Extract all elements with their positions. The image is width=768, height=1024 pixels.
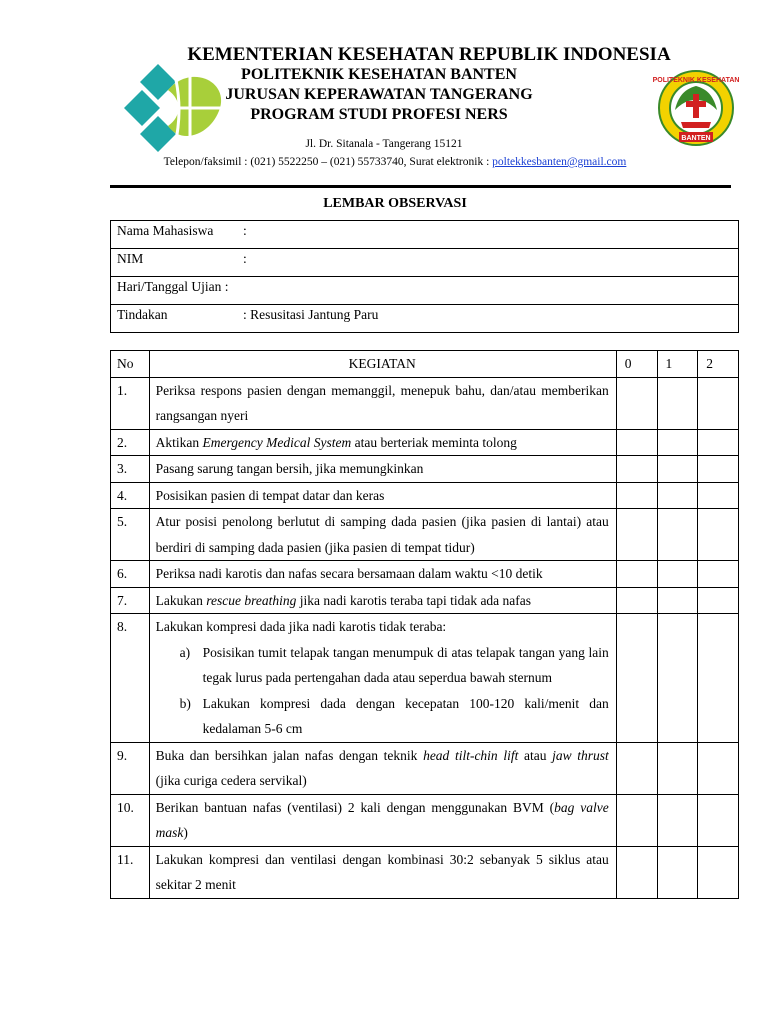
row-activity: Lakukan kompresi dan ventilasi dengan kombinasi 30:2 sebanyak 5 siklus atau sekitar 2 menit (149, 846, 616, 898)
row-activity: Periksa nadi karotis dan nafas secara bersamaan dalam waktu <10 detik (149, 561, 616, 588)
table-row (111, 377, 739, 429)
score-cell-1[interactable] (657, 794, 698, 846)
score-cell-2[interactable] (698, 587, 739, 614)
program-title: PROGRAM STUDI PROFESI NERS (250, 106, 508, 123)
header-activity: KEGIATAN (149, 351, 616, 378)
info-sep: : (243, 307, 247, 322)
row-number: 2. (111, 429, 150, 456)
info-label: NIM (117, 251, 144, 266)
info-value: Resusitasi Jantung Paru (250, 307, 379, 322)
header-score-2: 2 (698, 351, 739, 378)
department-title: JURUSAN KEPERAWATAN TANGERANG (225, 86, 533, 103)
row-activity: Buka dan bersihkan jalan nafas dengan teknik head tilt-chin lift atau jaw thrust (jika curiga cedera servikal) (149, 742, 616, 794)
row-activity: Berikan bantuan nafas (ventilasi) 2 kali dengan menggunakan BVM (bag valve mask) (149, 794, 616, 846)
row-activity: Posisikan pasien di tempat datar dan keras (149, 482, 616, 509)
score-cell-0[interactable] (616, 742, 657, 794)
score-cell-1[interactable] (657, 742, 698, 794)
header-no: No (111, 351, 150, 378)
sub-item-a: a) Posisikan tumit telapak tangan menumpuk di atas telapak tangan yang lain tegak lurus pada pertengahan dada atau seperdua bawah sternum (179, 644, 609, 685)
table-row (111, 587, 739, 614)
score-cell-2[interactable] (698, 429, 739, 456)
header-score-1: 1 (657, 351, 698, 378)
score-cell-0[interactable] (616, 429, 657, 456)
row-number: 3. (111, 456, 150, 483)
table-row (111, 482, 739, 509)
score-cell-0[interactable] (616, 846, 657, 898)
row-activity (149, 614, 616, 743)
contact-line (0, 156, 768, 168)
info-row-action (111, 305, 739, 333)
score-cell-1[interactable] (657, 587, 698, 614)
score-cell-1[interactable] (657, 482, 698, 509)
score-cell-2[interactable] (698, 482, 739, 509)
ministry-title: KEMENTERIAN KESEHATAN REPUBLIK INDONESIA (187, 44, 671, 65)
header-score-0: 0 (616, 351, 657, 378)
row-number: 1. (111, 377, 150, 429)
score-cell-2[interactable] (698, 846, 739, 898)
row-activity-intro: Lakukan kompresi dada jika nadi karotis tidak teraba: (155, 619, 447, 634)
score-cell-1[interactable] (657, 561, 698, 588)
row-number: 8. (111, 614, 150, 743)
table-row (111, 614, 739, 743)
score-cell-0[interactable] (616, 614, 657, 743)
seal-text-bottom: BANTEN (681, 135, 711, 142)
score-cell-0[interactable] (616, 509, 657, 561)
score-cell-1[interactable] (657, 614, 698, 743)
score-cell-0[interactable] (616, 561, 657, 588)
score-cell-2[interactable] (698, 614, 739, 743)
table-row (111, 742, 739, 794)
student-info-table (110, 220, 739, 333)
contact-prefix: Telepon/faksimil : (021) 5522250 – (021) 55733740, Surat elektronik : (163, 156, 493, 168)
row-number: 7. (111, 587, 150, 614)
info-row-nim (111, 249, 739, 277)
table-row (111, 509, 739, 561)
address-line: Jl. Dr. Sitanala - Tangerang 15121 (305, 138, 463, 150)
row-number: 11. (111, 846, 150, 898)
score-cell-0[interactable] (616, 482, 657, 509)
info-label: Hari/Tanggal Ujian (117, 279, 222, 294)
score-cell-0[interactable] (616, 587, 657, 614)
email-link[interactable]: poltekkesbanten@gmail.com (492, 156, 627, 168)
row-activity: Atur posisi penolong berlutut di samping dada pasien (jika pasien di lantai) atau berdiri di samping dada pasien (jika pasien di tempat tidur) (149, 509, 616, 561)
score-cell-0[interactable] (616, 794, 657, 846)
header-divider (110, 185, 731, 188)
table-row (111, 561, 739, 588)
score-cell-0[interactable] (616, 456, 657, 483)
table-row (111, 456, 739, 483)
document-title: LEMBAR OBSERVASI (323, 196, 467, 211)
row-number: 5. (111, 509, 150, 561)
sub-item-b: b) Lakukan kompresi dada dengan kecepatan 100-120 kali/menit dan kedalaman 5-6 cm (179, 695, 609, 736)
info-label: Nama Mahasiswa (117, 223, 214, 238)
info-label: Tindakan (117, 307, 168, 322)
info-sep: : (224, 279, 229, 294)
info-row-date (111, 277, 739, 305)
row-activity: Periksa respons pasien dengan memanggil, menepuk bahu, dan/atau memberikan rangsangan nyeri (149, 377, 616, 429)
table-row (111, 794, 739, 846)
info-row-name (111, 221, 739, 249)
row-number: 9. (111, 742, 150, 794)
info-sep: : (243, 251, 247, 266)
score-cell-0[interactable] (616, 377, 657, 429)
info-sep: : (243, 223, 247, 238)
observation-table (110, 350, 739, 899)
score-cell-2[interactable] (698, 794, 739, 846)
institution-title: POLITEKNIK KESEHATAN BANTEN (241, 66, 517, 83)
table-header-row (111, 351, 739, 378)
row-number: 6. (111, 561, 150, 588)
score-cell-1[interactable] (657, 509, 698, 561)
row-activity: Aktikan Emergency Medical System atau berteriak meminta tolong (149, 429, 616, 456)
seal-text-top: POLITEKNIK KESEHATAN (653, 77, 739, 84)
row-number: 4. (111, 482, 150, 509)
score-cell-1[interactable] (657, 377, 698, 429)
table-row (111, 846, 739, 898)
score-cell-1[interactable] (657, 429, 698, 456)
row-number: 10. (111, 794, 150, 846)
score-cell-1[interactable] (657, 456, 698, 483)
score-cell-2[interactable] (698, 456, 739, 483)
score-cell-2[interactable] (698, 742, 739, 794)
table-row (111, 429, 739, 456)
score-cell-2[interactable] (698, 377, 739, 429)
score-cell-2[interactable] (698, 509, 739, 561)
score-cell-1[interactable] (657, 846, 698, 898)
row-activity: Pasang sarung tangan bersih, jika memungkinkan (149, 456, 616, 483)
row-activity: Lakukan rescue breathing jika nadi karotis teraba tapi tidak ada nafas (149, 587, 616, 614)
score-cell-2[interactable] (698, 561, 739, 588)
